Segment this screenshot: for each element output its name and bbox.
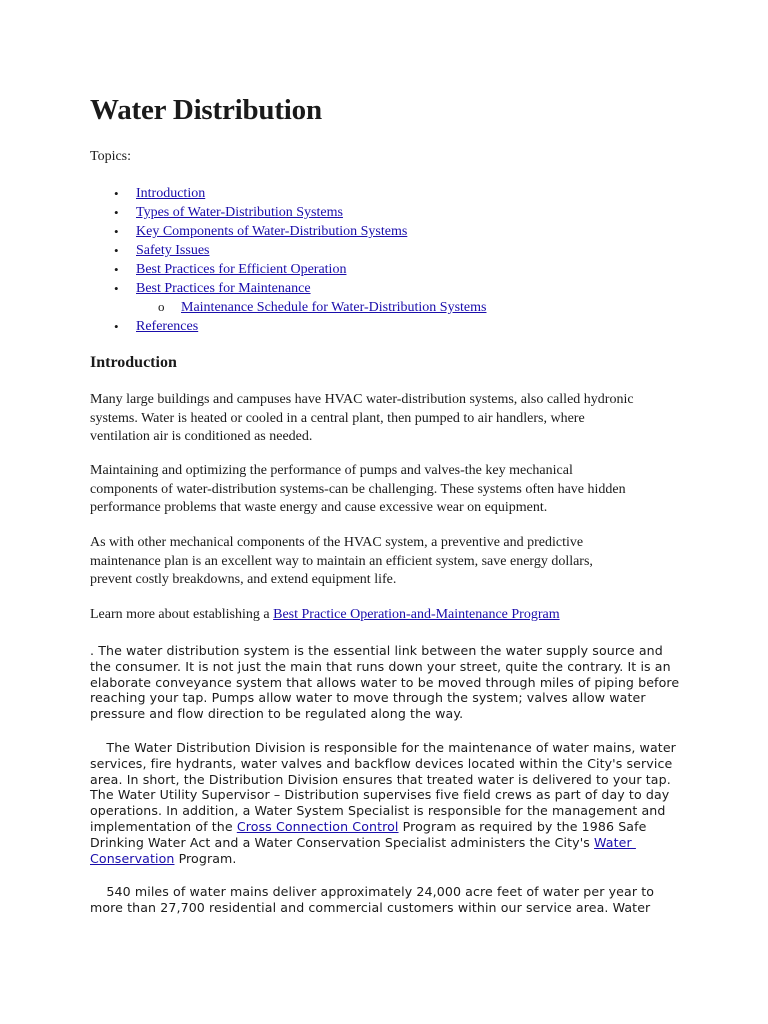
toc-link-efficient-operation[interactable]: Best Practices for Efficient Operation	[136, 262, 347, 277]
text-segment: Drinking Water Act and a Water Conservation Specialist administers the City's	[90, 834, 595, 850]
text-line: ventilation air is conditioned as needed.	[90, 429, 313, 444]
text-line: The Water Utility Supervisor – Distribution supervises five field crews as part of day to day	[90, 787, 670, 803]
bullet-icon: •	[114, 243, 119, 258]
toc-item	[90, 184, 690, 203]
bullet-icon: •	[114, 186, 119, 201]
text-line: services, fire hydrants, water valves and backflow devices located within the City's service	[90, 755, 673, 771]
learn-more-line	[90, 606, 690, 625]
text-line	[90, 835, 650, 851]
toc-item	[90, 279, 690, 298]
om-program-link[interactable]: Best Practice Operation-and-Maintenance Program	[273, 607, 560, 622]
paragraph-intro-2	[90, 462, 690, 518]
text-line: Maintaining and optimizing the performance of pumps and valves-the key mechanical	[90, 463, 573, 478]
text-line: elaborate conveyance system that allows water to be moved through miles of piping before	[90, 674, 680, 690]
text-line: the consumer. It is not just the main that runs down your street, quite the contrary. It is an	[90, 658, 671, 674]
toc-link-types[interactable]: Types of Water-Distribution Systems	[136, 205, 343, 220]
text-line: The Water Distribution Division is responsible for the maintenance of water mains, water	[90, 740, 676, 755]
toc-link-key-components[interactable]: Key Components of Water-Distribution Systems	[136, 224, 408, 239]
text-line	[90, 606, 690, 625]
text-line: maintenance plan is an excellent way to maintain an efficient system, save energy dollars,	[90, 553, 593, 569]
text-segment: Program as required by the 1986 Safe	[398, 818, 647, 834]
toc-item	[90, 241, 690, 260]
water-conservation-link-part1[interactable]: Water	[594, 834, 636, 850]
text-line: reaching your tap. Pumps allow water to move through the system; valves allow water	[90, 690, 646, 706]
bullet-icon: •	[114, 281, 119, 296]
bullet-icon: •	[114, 262, 119, 277]
sub-bullet-icon: o	[158, 299, 165, 314]
text-line: systems. Water is heated or cooled in a central plant, then pumped to air handlers, where	[90, 410, 585, 426]
text-line: 540 miles of water mains deliver approximately 24,000 acre feet of water per year to	[90, 884, 655, 899]
paragraph-intro-1	[90, 391, 690, 447]
topics-label: Topics:	[90, 149, 132, 164]
toc-item	[90, 222, 690, 241]
text-line	[90, 851, 650, 867]
toc-link-introduction[interactable]: Introduction	[136, 186, 206, 201]
paragraph-distribution-system	[90, 643, 680, 722]
toc-link-references[interactable]: References	[136, 319, 199, 334]
text-line: As with other mechanical components of the HVAC system, a preventive and predictive	[90, 535, 584, 550]
text-line: Many large buildings and campuses have HVAC water-distribution systems, also called hydronic	[90, 392, 634, 407]
water-conservation-link-part2[interactable]: Conservation	[90, 850, 175, 866]
text-line: . The water distribution system is the essential link between the water supply source and	[90, 643, 663, 658]
toc-link-safety-issues[interactable]: Safety Issues	[136, 243, 210, 258]
text-line: prevent costly breakdowns, and extend equipment life.	[90, 572, 397, 587]
text-line: area. In short, the Distribution Division ensures that treated water is delivered to your tap.	[90, 771, 671, 787]
text-line: performance problems that waste energy and cause excessive wear on equipment.	[90, 500, 548, 515]
paragraph-intro-3	[90, 534, 690, 590]
toc-item	[90, 260, 690, 279]
toc-item	[90, 203, 690, 222]
table-of-contents	[90, 184, 690, 336]
text-segment: implementation of the	[90, 818, 237, 834]
text-line: components of water-distribution systems-can be challenging. These systems often have hidden	[90, 481, 626, 497]
section-heading-introduction: Introduction	[90, 354, 177, 371]
text-line: operations. In addition, a Water System Specialist is responsible for the management and	[90, 803, 666, 819]
cross-connection-control-link[interactable]: Cross Connection Control	[236, 818, 399, 834]
toc-link-maintenance[interactable]: Best Practices for Maintenance	[136, 281, 311, 296]
text-line: more than 27,700 residential and commercial customers within our service area. Water	[90, 899, 651, 915]
paragraph-distribution-division	[90, 740, 676, 866]
toc-sub-item	[90, 298, 690, 317]
bullet-icon: •	[114, 205, 119, 220]
toc-link-maintenance-schedule[interactable]: Maintenance Schedule for Water-Distribution Systems	[181, 300, 487, 315]
text-line: pressure and flow direction to be regulated along the way.	[90, 706, 464, 722]
bullet-icon: •	[114, 224, 119, 239]
learn-more-prefix: Learn more about establishing a	[90, 607, 274, 622]
text-segment: Program.	[174, 850, 237, 866]
page-title: Water Distribution	[90, 94, 322, 126]
text-line	[90, 819, 650, 835]
bullet-icon: •	[114, 319, 119, 334]
paragraph-water-mains	[90, 884, 655, 916]
toc-item	[90, 317, 690, 336]
